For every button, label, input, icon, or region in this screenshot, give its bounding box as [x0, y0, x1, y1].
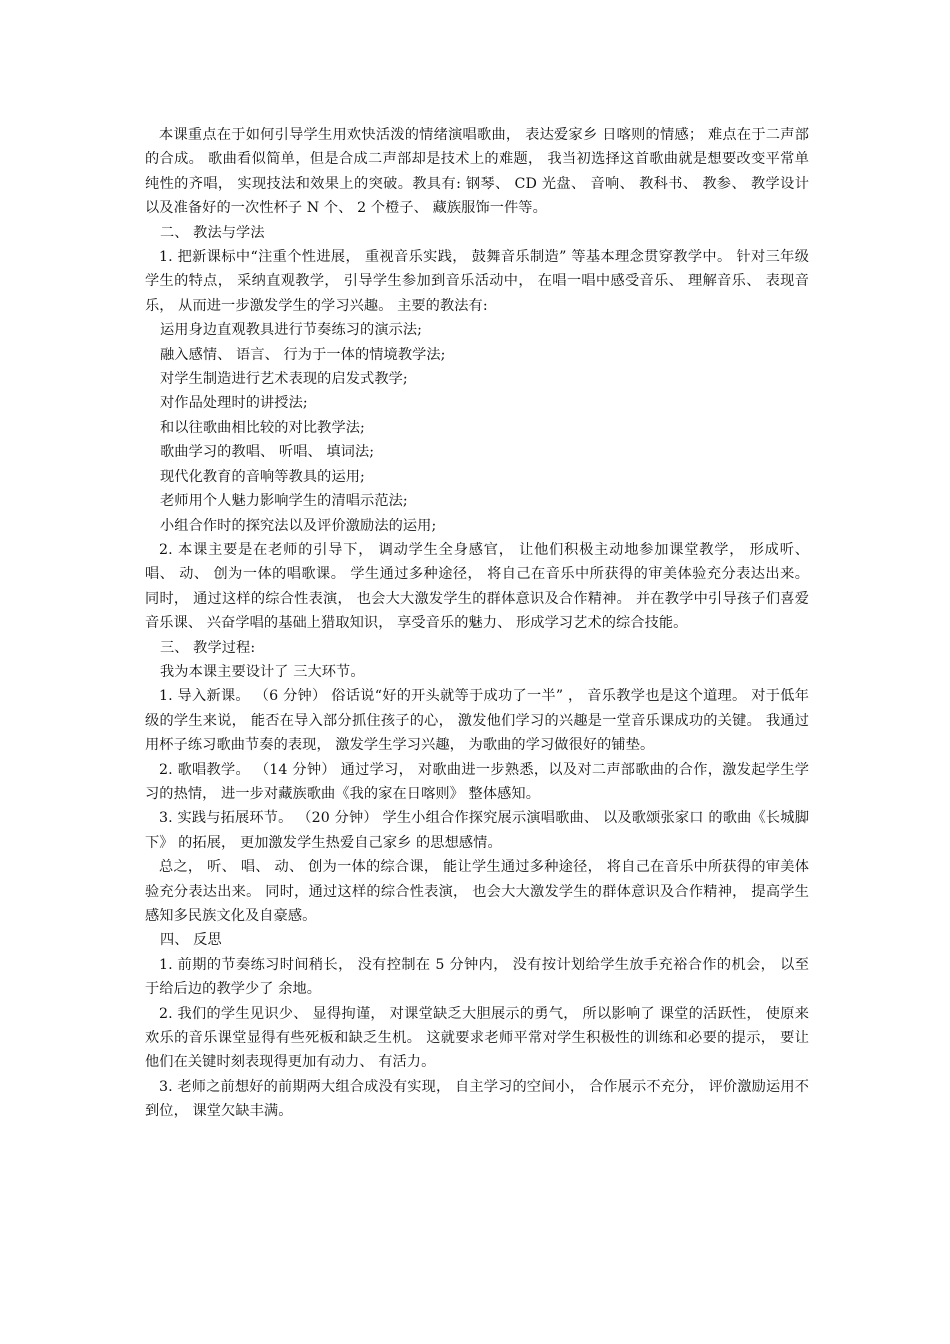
- method-item: 现代化教育的音响等教具的运用;: [160, 468, 365, 485]
- method-item: 歌曲学习的教唱、 听唱、 填词法;: [160, 444, 375, 461]
- method-item: 融入感情、 语言、 行为于一体的情境教学法;: [160, 346, 446, 363]
- process-step-1: 1. 导入新课。 （6 分钟） 俗话说“好的开头就等于成功了一半” ， 音乐教学也是这个道理。 对于低年级的学生来说， 能否在导入部分抓住孩子的心， 激发他们学习的兴趣是一堂音乐课成功的关键。 我通过用杯子练习歌曲节奏的表现， 激发学生学习兴趣， 为歌曲的学习做很好的铺垫。: [145, 688, 809, 754]
- process-intro: 我为本课主要设计了 三大环节。: [160, 663, 365, 680]
- process-step-2: 2. 歌唱教学。 （14 分钟） 通过学习， 对歌曲进一步熟悉，以及对二声部歌曲的合作，激发起学生学习的热情， 进一步对藏族歌曲《我的家在日喀则》 整体感知。: [145, 761, 809, 802]
- method-item: 运用身边直观教具进行节奏练习的演示法;: [160, 322, 423, 339]
- methods-paragraph-2: 2. 本课主要是在老师的引导下， 调动学生全身感官， 让他们积极主动地参加课堂教学， 形成听、 唱、 动、 创为一体的唱歌课。 学生通过多种途径， 将自己在音乐中所获得的审美体验充分表达出来。 同时， 通过这样的综合性表演， 也会大大激发学生的群体意识及合作精神。 并在教学中引导孩子们喜爱音乐课、 兴奋学唱的基础上猎取知识， 享受音乐的魅力、 形成学习艺术的综合技能。: [145, 541, 809, 632]
- method-item: 对作品处理时的讲授法;: [160, 395, 308, 412]
- intro-paragraph: 本课重点在于如何引导学生用欢快活泼的情绪演唱歌曲， 表达爱家乡 日喀则的情感； 难点在于二声部的合成。 歌曲看似简单，但是合成二声部却是技术上的难题， 我当初选择这首歌曲就是想要改变平常单纯性的齐唱， 实现技法和效果上的突破。教具有: 钢琴、 CD 光盘、 音响、 教科书、 教参、 教学设计以及准备好的一次性杯子 N 个、 2 个橙子、 藏族服饰一件等。: [145, 127, 809, 217]
- process-summary: 总之， 听、 唱、 动、 创为一体的综合课， 能让学生通过多种途径， 将自己在音乐中所获得的审美体验充分表达出来。 同时，通过这样的综合性表演， 也会大大激发学生的群体意识及合作精神， 提高学生感知多民族文化及自豪感。: [145, 859, 809, 924]
- reflection-item-3: 3. 老师之前想好的前期两大组合成没有实现， 自主学习的空间小， 合作展示不充分， 评价激励运用不到位， 课堂欠缺丰满。: [145, 1078, 809, 1120]
- method-item: 老师用个人魅力影响学生的清唱示范法;: [160, 493, 408, 510]
- section-heading-reflection: 四、 反思: [160, 932, 222, 949]
- method-item: 对学生制造进行艺术表现的启发式教学;: [160, 371, 408, 388]
- methods-paragraph-1: 1. 把新课标中“注重个性进展， 重视音乐实践， 鼓舞音乐制造” 等基本理念贯穿教学中。 针对三年级学生的特点， 采纳直观教学， 引导学生参加到音乐活动中， 在唱一唱中感受音乐、 理解音乐、 表现音乐， 从而进一步激发学生的学习兴趣。 主要的教法有:: [145, 249, 809, 314]
- process-step-3: 3. 实践与拓展环节。 （20 分钟） 学生小组合作探究展示演唱歌曲、 以及歌颂张家口 的歌曲《长城脚下》 的拓展， 更加激发学生热爱自己家乡 的思想感情。: [145, 810, 809, 851]
- section-heading-process: 三、 教学过程:: [160, 639, 256, 656]
- section-heading-methods: 二、 教法与学法: [160, 224, 265, 241]
- reflection-item-2: 2. 我们的学生见识少、 显得拘谨， 对课堂缺乏大胆展示的勇气， 所以影响了 课堂的活跃性， 使原来欢乐的音乐课堂显得有些死板和缺乏生机。 这就要求老师平常对学生积极性的训练和必要的提示， 要让他们在关键时刻表现得更加有动力、 有活力。: [145, 1005, 809, 1071]
- reflection-item-1: 1. 前期的节奏练习时间稍长， 没有控制在 5 分钟内， 没有按计划给学生放手充裕合作的机会， 以至于给后边的教学少了 余地。: [145, 956, 809, 998]
- method-item: 小组合作时的探究法以及评价激励法的运用;: [160, 517, 437, 534]
- document-body: [145, 123, 809, 1124]
- method-item: 和以往歌曲相比较的对比教学法;: [160, 419, 365, 436]
